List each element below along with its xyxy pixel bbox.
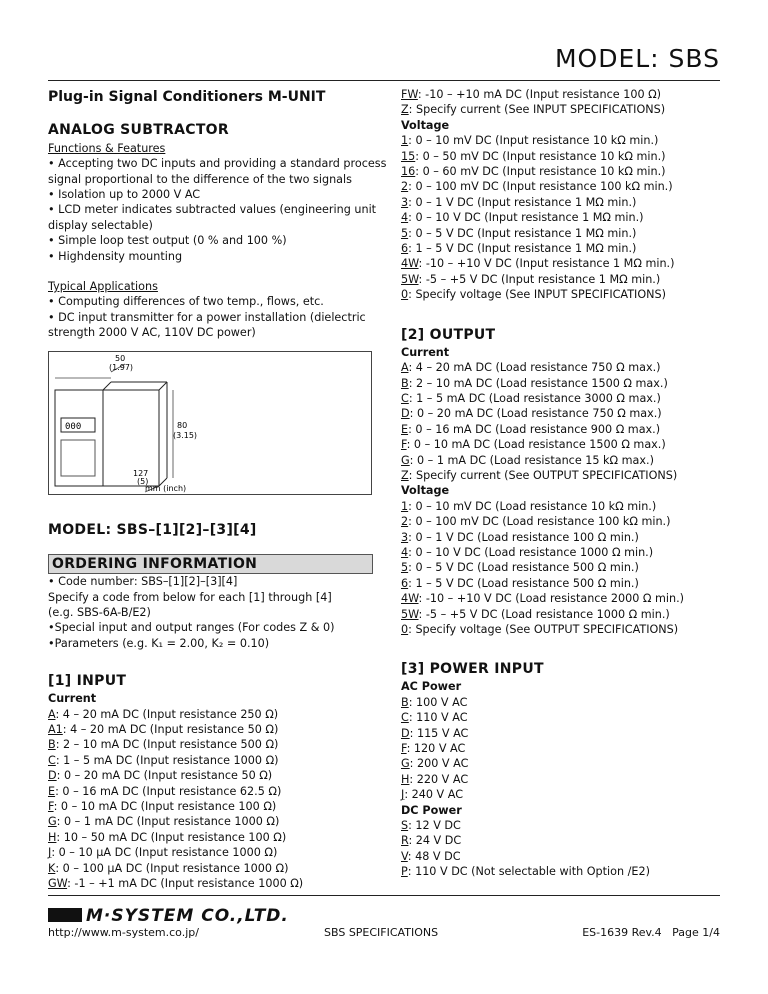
code-row <box>401 376 726 391</box>
code-row <box>401 360 726 375</box>
code-value: C <box>401 391 409 405</box>
code-description: : 0 – 5 V DC (Load resistance 500 Ω min.) <box>408 561 639 575</box>
code-value: 2 <box>401 180 409 194</box>
code-row <box>401 195 726 210</box>
footer-page-info: ES-1639 Rev.4 Page 1/4 <box>582 926 720 939</box>
list-item: • Simple loop test output (0 % and 100 %) <box>48 234 287 248</box>
code-value: Z <box>401 103 409 117</box>
code-row <box>401 576 726 591</box>
code-value: C <box>401 711 409 725</box>
code-row <box>401 179 726 194</box>
footer-rule <box>48 895 720 896</box>
code-value: A <box>48 707 56 721</box>
code-description: : -5 – +5 V DC (Load resistance 1000 Ω min.) <box>418 607 670 621</box>
input-voltage-list <box>401 133 726 302</box>
list-item: • Computing differences of two temp., flows, etc. <box>48 295 324 309</box>
list-item: •Special input and output ranges (For codes Z & 0) <box>48 621 335 635</box>
code-row <box>401 530 726 545</box>
code-description: : 0 – 20 mA DC (Input resistance 50 Ω) <box>56 769 273 783</box>
code-description: : 24 V DC <box>408 834 462 848</box>
dim-height-inch: (3.15) <box>173 430 198 440</box>
dim-depth: 127 <box>133 468 149 478</box>
code-value: Z <box>401 468 409 482</box>
code-description: : 0 – 5 V DC (Input resistance 1 MΩ min.) <box>408 226 637 240</box>
code-description: : Specify current (See OUTPUT SPECIFICATIONS) <box>408 468 678 482</box>
code-value: F <box>401 438 407 452</box>
code-row <box>401 391 726 406</box>
list-item: • DC input transmitter for a power installation (dielectric <box>48 310 366 324</box>
display-readout: 000 <box>65 421 82 432</box>
code-value: B <box>48 738 56 752</box>
code-value: S <box>401 819 409 833</box>
code-value: 4 <box>401 211 409 225</box>
code-row <box>401 710 726 725</box>
code-value: 6 <box>401 242 409 256</box>
code-value: G <box>401 453 410 467</box>
input-current-cont-list <box>401 87 726 118</box>
code-description: : 100 V AC <box>408 695 468 709</box>
dim-width: 50 <box>115 353 126 363</box>
code-value: 5W <box>401 272 419 286</box>
code-value: H <box>48 830 57 844</box>
code-row <box>48 737 373 752</box>
code-row <box>401 87 726 102</box>
footer-center: SBS SPECIFICATIONS <box>324 926 439 939</box>
code-description: : 1 – 5 V DC (Load resistance 500 Ω min.) <box>408 576 639 590</box>
code-value: GW <box>48 877 68 890</box>
ac-power-heading: AC Power <box>401 680 462 694</box>
code-value: A1 <box>48 722 63 736</box>
code-description: : -10 – +10 V DC (Input resistance 1 MΩ min.) <box>418 257 675 271</box>
code-row <box>48 722 373 737</box>
code-value: 0 <box>401 623 409 636</box>
code-row <box>401 695 726 710</box>
code-row <box>48 876 373 891</box>
code-description: : 120 V AC <box>406 742 466 756</box>
code-value: V <box>401 849 408 863</box>
code-row <box>401 833 726 848</box>
code-value: E <box>48 784 56 798</box>
code-row <box>48 753 373 768</box>
code-description: : 0 – 1 V DC (Input resistance 1 MΩ min.) <box>408 195 637 209</box>
list-item: • LCD meter indicates subtracted values (engineering unit <box>48 203 377 217</box>
code-value: 4W <box>401 592 419 606</box>
code-description: : 1 – 5 mA DC (Input resistance 1000 Ω) <box>55 753 279 767</box>
code-description: : 0 – 10 V DC (Load resistance 1000 Ω min.) <box>408 545 654 559</box>
list-item: Specify a code from below for each [1] through [4] <box>48 590 332 604</box>
code-description: : -5 – +5 V DC (Input resistance 1 MΩ min.) <box>418 272 661 286</box>
list-item: • Highdensity mounting <box>48 249 183 263</box>
code-row <box>401 499 726 514</box>
ordering-heading: ORDERING INFORMATION <box>48 554 373 574</box>
code-row <box>48 830 373 845</box>
code-value: 5W <box>401 607 419 621</box>
code-row <box>401 607 726 622</box>
output-heading: [2] OUTPUT <box>401 326 496 343</box>
input-voltage-heading: Voltage <box>401 118 450 132</box>
code-value: D <box>401 407 410 421</box>
code-description: : -10 – +10 mA DC (Input resistance 100 Ω) <box>417 88 662 101</box>
code-row <box>401 453 726 468</box>
code-row <box>401 591 726 606</box>
code-row <box>48 845 373 860</box>
list-item: • Accepting two DC inputs and providing a standard process <box>48 157 387 171</box>
code-description: : 110 V AC <box>408 711 468 725</box>
dim-height: 80 <box>177 420 188 430</box>
code-value: P <box>401 865 408 879</box>
code-description: : 0 – 10 μA DC (Input resistance 1000 Ω) <box>51 846 278 860</box>
code-description: : 2 – 10 mA DC (Input resistance 500 Ω) <box>55 738 279 752</box>
code-row <box>401 422 726 437</box>
power-heading: [3] POWER INPUT <box>401 661 544 678</box>
output-current-list <box>401 360 726 483</box>
code-description: : Specify current (See INPUT SPECIFICATIONS) <box>408 103 666 117</box>
code-value: D <box>48 769 57 783</box>
code-description: : 220 V AC <box>409 772 469 786</box>
code-row <box>401 102 726 117</box>
code-value: E <box>401 422 409 436</box>
code-value: 0 <box>401 288 409 302</box>
list-item: • Isolation up to 2000 V AC <box>48 188 201 202</box>
code-row <box>401 272 726 287</box>
code-description: : 0 – 50 mV DC (Input resistance 10 kΩ min.) <box>415 149 666 163</box>
list-item: display selectable) <box>48 218 153 232</box>
code-description: : 0 – 1 mA DC (Input resistance 1000 Ω) <box>56 815 280 829</box>
code-description: : 48 V DC <box>407 849 461 863</box>
code-row <box>401 406 726 421</box>
code-value: G <box>48 815 57 829</box>
list-item: signal proportional to the difference of the two signals <box>48 172 352 186</box>
code-description: : 0 – 60 mV DC (Input resistance 10 kΩ min.) <box>415 165 666 179</box>
code-row <box>401 149 726 164</box>
code-value: 1 <box>401 499 409 513</box>
header-rule <box>48 80 720 81</box>
code-value: G <box>401 757 410 771</box>
code-description: : 0 – 100 μA DC (Input resistance 1000 Ω) <box>55 861 289 875</box>
code-description: : 0 – 1 V DC (Load resistance 100 Ω min.) <box>408 530 639 544</box>
code-value: H <box>401 772 410 786</box>
logo-text: M·SYSTEM CO.,LTD. <box>86 906 289 926</box>
code-description: : -10 – +10 V DC (Load resistance 2000 Ω min.) <box>418 592 685 606</box>
output-voltage-heading: Voltage <box>401 484 450 498</box>
code-row <box>401 864 726 879</box>
list-item: (e.g. SBS-6A-B/E2) <box>48 605 151 619</box>
code-row <box>401 560 726 575</box>
code-description: : 0 – 10 mA DC (Input resistance 100 Ω) <box>53 799 277 813</box>
code-row <box>401 468 726 483</box>
code-value: R <box>401 834 409 848</box>
product-line: Plug-in Signal Conditioners M-UNIT <box>48 89 326 105</box>
code-row <box>401 514 726 529</box>
code-row <box>401 849 726 864</box>
code-description: : 0 – 20 mA DC (Load resistance 750 Ω max.) <box>409 407 662 421</box>
code-description: : 0 – 10 mV DC (Load resistance 10 kΩ min.) <box>408 499 657 513</box>
footer-url[interactable]: http://www.m-system.co.jp/ <box>48 926 199 939</box>
code-description: : 10 – 50 mA DC (Input resistance 100 Ω) <box>56 830 287 844</box>
dc-power-heading: DC Power <box>401 803 462 817</box>
ac-power-list <box>401 695 726 803</box>
code-description: : 1 – 5 V DC (Input resistance 1 MΩ min.) <box>408 242 637 256</box>
product-drawing <box>49 352 371 494</box>
code-row <box>48 707 373 722</box>
code-row <box>401 818 726 833</box>
code-row <box>401 437 726 452</box>
code-description: : -1 – +1 mA DC (Input resistance 1000 Ω) <box>67 877 304 890</box>
code-value: FW <box>401 88 418 101</box>
code-row <box>401 726 726 741</box>
left-column <box>48 84 387 891</box>
code-row <box>401 772 726 787</box>
code-description: : 240 V AC <box>404 788 464 802</box>
code-description: : 0 – 16 mA DC (Load resistance 900 Ω max.) <box>408 422 661 436</box>
code-description: : 110 V DC (Not selectable with Option /E2) <box>407 865 650 879</box>
dim-width-inch: (1.97) <box>109 362 134 372</box>
features-list <box>48 156 387 264</box>
code-description: : 0 – 1 mA DC (Load resistance 15 kΩ max.) <box>409 453 654 467</box>
code-description: : 4 – 20 mA DC (Load resistance 750 Ω max.) <box>408 361 661 375</box>
code-value: 2 <box>401 515 409 529</box>
code-value: 1 <box>401 134 409 148</box>
code-row <box>401 256 726 271</box>
code-value: B <box>401 376 409 390</box>
code-value: K <box>48 861 56 875</box>
code-description: : 0 – 100 mV DC (Load resistance 100 kΩ min.) <box>408 515 671 529</box>
code-value: 3 <box>401 530 409 544</box>
dc-power-list <box>401 818 726 880</box>
ordering-list <box>48 574 373 651</box>
list-item: strength 2000 V AC, 110V DC power) <box>48 326 256 340</box>
code-value: D <box>401 726 410 740</box>
code-row <box>401 741 726 756</box>
output-current-heading: Current <box>401 345 450 359</box>
code-row <box>401 287 726 302</box>
list-item: •Parameters (e.g. K₁ = 2.00, K₂ = 0.10) <box>48 636 270 650</box>
right-column <box>401 87 726 880</box>
code-row <box>48 768 373 783</box>
code-row <box>401 210 726 225</box>
applications-list <box>48 294 373 340</box>
code-value: 6 <box>401 576 409 590</box>
code-value: 5 <box>401 226 409 240</box>
code-row <box>401 787 726 802</box>
input-current-heading: Current <box>48 692 97 706</box>
code-value: F <box>48 799 54 813</box>
code-row <box>401 756 726 771</box>
code-description: : Specify voltage (See OUTPUT SPECIFICATIONS) <box>408 623 679 636</box>
code-description: : 0 – 100 mV DC (Input resistance 100 kΩ min.) <box>408 180 673 194</box>
code-description: : 12 V DC <box>408 819 461 833</box>
code-description: : 4 – 20 mA DC (Input resistance 250 Ω) <box>55 707 279 721</box>
code-value: 15 <box>401 149 416 163</box>
code-description: : 0 – 10 mV DC (Input resistance 10 kΩ min.) <box>408 134 659 148</box>
code-value: 16 <box>401 165 416 179</box>
code-value: 5 <box>401 561 409 575</box>
product-dimension-figure <box>48 351 372 495</box>
code-row <box>401 164 726 179</box>
logo-mark-icon <box>48 908 82 922</box>
input-current-list <box>48 707 373 892</box>
code-row <box>401 133 726 148</box>
product-title: ANALOG SUBTRACTOR <box>48 122 229 139</box>
code-description: : 0 – 16 mA DC (Input resistance 62.5 Ω) <box>55 784 282 798</box>
code-description: : 1 – 5 mA DC (Load resistance 3000 Ω max.) <box>408 391 661 405</box>
input-heading: [1] INPUT <box>48 673 127 690</box>
code-row <box>401 226 726 241</box>
code-value: 3 <box>401 195 409 209</box>
code-row <box>48 814 373 829</box>
model-code: MODEL: SBS–[1][2]–[3][4] <box>48 521 257 538</box>
list-item: • Code number: SBS–[1][2]–[3][4] <box>48 575 238 589</box>
code-value: 4W <box>401 257 419 271</box>
code-description: : 0 – 10 mA DC (Load resistance 1500 Ω max.) <box>406 438 666 452</box>
code-value: 4 <box>401 545 409 559</box>
code-description: : 200 V AC <box>409 757 469 771</box>
code-value: A <box>401 361 409 375</box>
code-value: C <box>48 753 56 767</box>
dim-depth-inch: (5) <box>137 476 149 486</box>
code-value: J <box>48 846 52 860</box>
code-row <box>401 622 726 637</box>
features-heading: Functions & Features <box>48 141 166 155</box>
code-row <box>401 545 726 560</box>
page-title: MODEL: SBS <box>554 44 720 73</box>
code-row <box>48 799 373 814</box>
code-description: : Specify voltage (See INPUT SPECIFICATIONS) <box>408 288 666 302</box>
code-value: F <box>401 742 407 756</box>
code-row <box>48 861 373 876</box>
code-description: : 4 – 20 mA DC (Input resistance 50 Ω) <box>62 722 279 736</box>
code-row <box>48 784 373 799</box>
code-description: : 0 – 10 V DC (Input resistance 1 MΩ min.) <box>408 211 644 225</box>
code-description: : 2 – 10 mA DC (Load resistance 1500 Ω max.) <box>408 376 668 390</box>
code-value: J <box>401 788 405 802</box>
unit-label: mm (inch) <box>145 483 187 493</box>
code-description: : 115 V AC <box>409 726 469 740</box>
code-row <box>401 241 726 256</box>
code-value: B <box>401 695 409 709</box>
applications-heading: Typical Applications <box>48 280 158 294</box>
company-logo <box>48 906 289 926</box>
output-voltage-list <box>401 499 726 638</box>
